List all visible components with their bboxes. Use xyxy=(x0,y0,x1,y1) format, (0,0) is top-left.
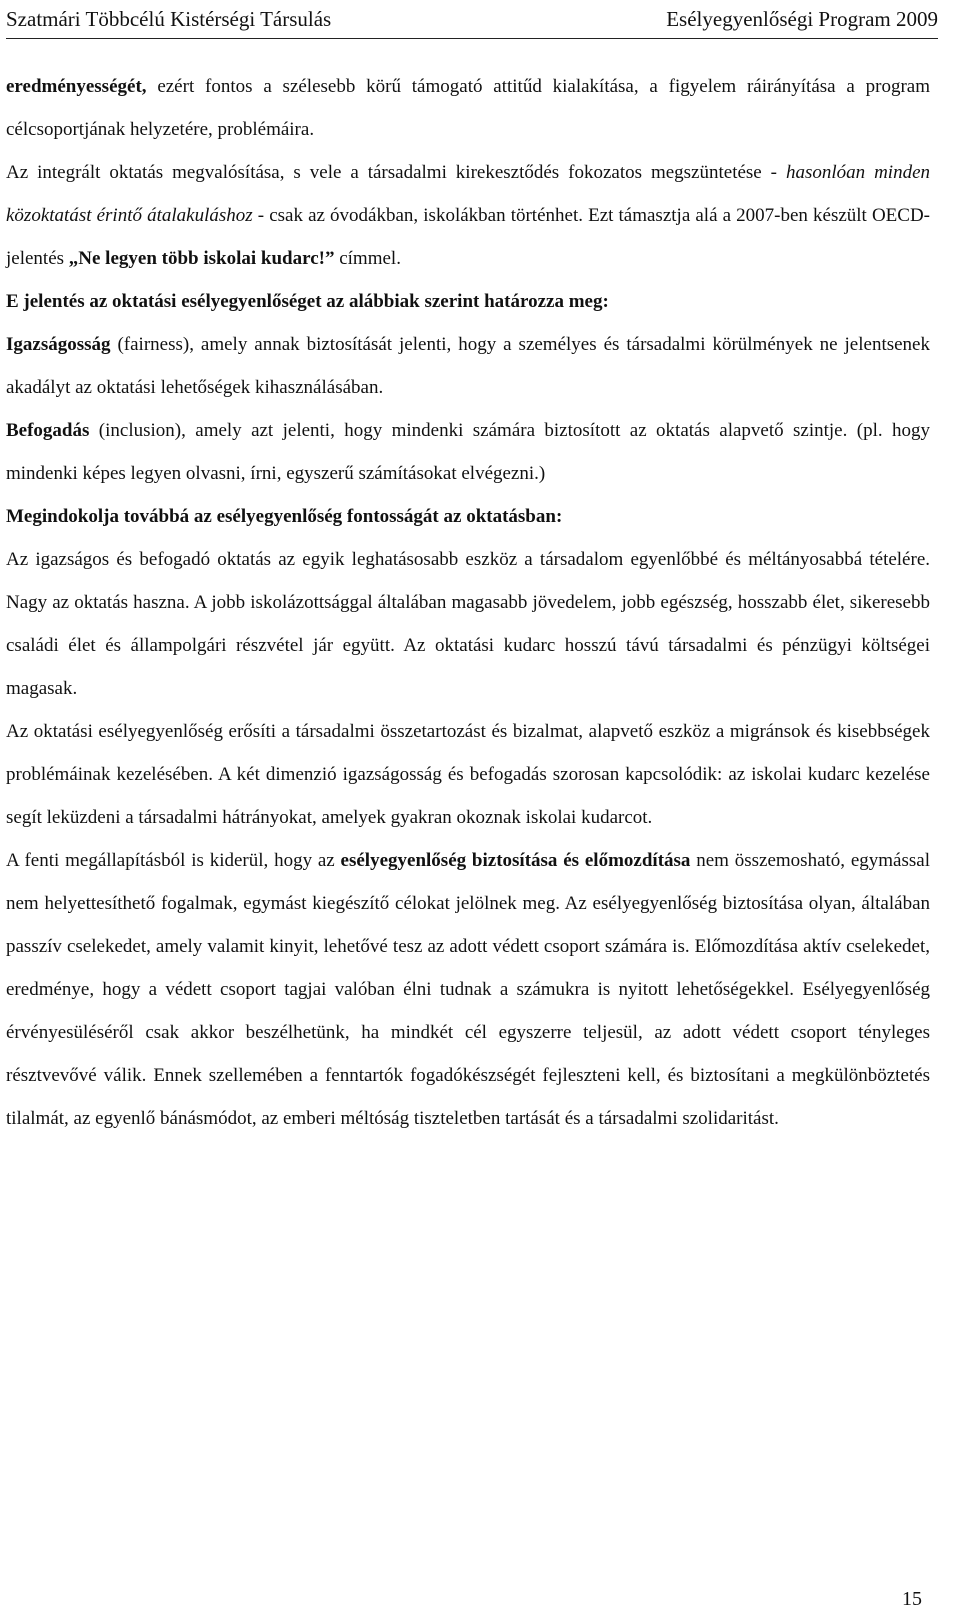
paragraph-7 xyxy=(6,538,930,710)
paragraph-9-bold: esélyegyenlőség biztosítása és előmozdítása xyxy=(340,850,691,871)
header-divider xyxy=(6,38,938,39)
paragraph-9 xyxy=(6,839,930,1140)
section-heading-importance: Megindokolja továbbá az esélyegyenlőség fontosságát az oktatásban: xyxy=(6,506,563,527)
paragraph-4 xyxy=(6,323,930,409)
paragraph-2-text-2: - csak az óvodákban, iskolákban történhet. Ezt támasztja alá a 2007-ben készült OECD-jelentés xyxy=(6,205,930,269)
page-number: 15 xyxy=(902,1588,922,1610)
paragraph-1-text: ezért fontos a szélesebb körű támogató attitűd kialakítása, a figyelem ráirányítása a program célcsoportjának helyzetére, problémáira. xyxy=(6,76,930,140)
paragraph-9-text-1: A fenti megállapításból is kiderül, hogy az xyxy=(6,850,341,871)
paragraph-2-text-3: címmel. xyxy=(334,248,401,269)
header-program-title: Esélyegyenlőségi Program 2009 xyxy=(666,6,938,31)
term-fairness: Igazságosság xyxy=(6,334,111,355)
section-heading-definition: E jelentés az oktatási esélyegyenlőséget az alábbiak szerint határozza meg: xyxy=(6,291,609,312)
term-inclusion: Befogadás xyxy=(6,420,90,441)
paragraph-7-text: Az igazságos és befogadó oktatás az egyik leghatásosabb eszköz a társadalom egyenlőbbé és méltányosabbá tételére. Nagy az oktatás haszna. A jobb iskolázottsággal általában magasabb jövedelem, jobb egészség, hosszabb élet, sikeresebb családi élet és állampolgári részvétel jár együtt. Az oktatási kudarc hosszú távú társadalmi és pénzügyi költségei magasak. xyxy=(6,549,930,699)
paragraph-6 xyxy=(6,495,930,538)
paragraph-2-italic: hasonlóan minden közoktatást érintő átalakuláshoz xyxy=(6,162,930,226)
paragraph-1-bold: eredményességét, xyxy=(6,76,147,97)
paragraph-2 xyxy=(6,151,930,280)
document-body xyxy=(6,65,930,1140)
paragraph-5-text: (inclusion), amely azt jelenti, hogy mindenki számára biztosított az oktatás alapvető szintje. (pl. hogy mindenki képes legyen olvasni, írni, egyszerű számításokat elvégezni.) xyxy=(6,420,930,484)
paragraph-8 xyxy=(6,710,930,839)
paragraph-8-text: Az oktatási esélyegyenlőség erősíti a társadalmi összetartozást és bizalmat, alapvető eszköz a migránsok és kisebbségek problémáinak kezelésében. A két dimenzió igazságosság és befogadás szorosan kapcsolódik: az iskolai kudarc kezelése segít leküzdeni a társadalmi hátrányokat, amelyek gyakran okoznak iskolai kudarcot. xyxy=(6,721,930,828)
report-title: „Ne legyen több iskolai kudarc!” xyxy=(68,248,335,269)
paragraph-4-text: (fairness), amely annak biztosítását jelenti, hogy a személyes és társadalmi körülmények ne jelentsenek akadályt az oktatási lehetőségek kihasználásában. xyxy=(6,334,930,398)
paragraph-2-text-1: Az integrált oktatás megvalósítása, s vele a társadalmi kirekesztődés fokozatos megszüntetése - xyxy=(6,162,786,183)
paragraph-3 xyxy=(6,280,930,323)
paragraph-5 xyxy=(6,409,930,495)
header-organization: Szatmári Többcélú Kistérségi Társulás xyxy=(6,6,332,31)
paragraph-9-text-2: nem összemosható, egymással nem helyettesíthető fogalmak, egymást kiegészítő célokat jelölnek meg. Az esélyegyenlőség biztosítása olyan, általában passzív cselekedet, amely valamit kinyit, lehetővé tesz az adott védett csoport számára is. Előmozdítása aktív cselekedet, eredménye, hogy a védett csoport tagjai valóban élni tudnak a számukra is nyitott lehetőségekkel. Esélyegyenlőség érvényesüléséről csak akkor beszélhetünk, ha mindkét cél egyszerre teljesül, az adott védett csoport tényleges résztvevővé válik. Ennek szellemében a fenntartók fogadókészségét fejleszteni kell, és biztosítani a megkülönböztetés tilalmát, az egyenlő bánásmódot, az emberi méltóság tiszteletben tartását és a társadalmi szolidaritást. xyxy=(6,850,930,1129)
page-header xyxy=(6,0,938,38)
paragraph-1 xyxy=(6,65,930,151)
